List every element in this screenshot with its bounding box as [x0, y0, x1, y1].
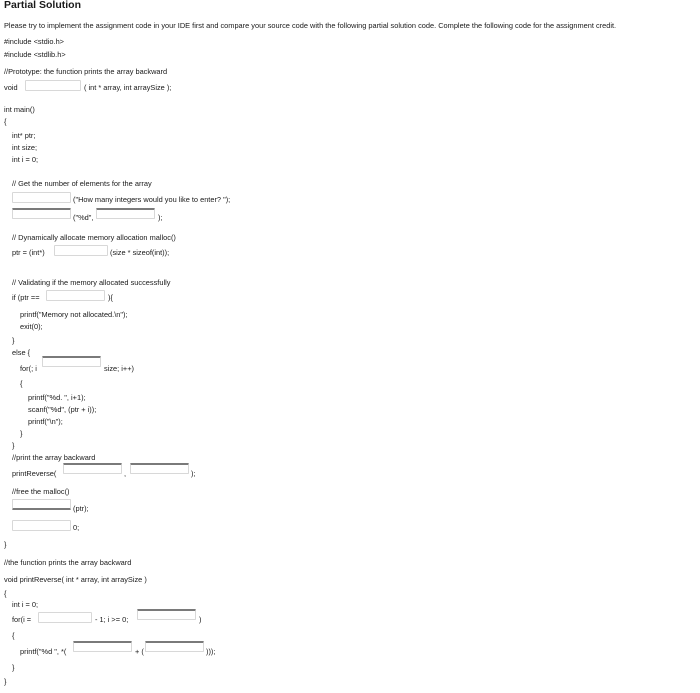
blank-malloc-function[interactable]	[54, 245, 108, 256]
code-main-open-brace: {	[4, 117, 7, 126]
code-line-include-stdio: #include <stdio.h>	[4, 37, 64, 46]
page-title: Partial Solution	[4, 0, 82, 11]
code-exit-call: exit(0);	[20, 322, 43, 331]
code-function-printf-start: printf("%d ", *(	[20, 647, 67, 656]
code-main-close-brace: }	[4, 540, 7, 549]
code-function-for-close-brace: }	[12, 663, 15, 672]
code-function-for-end: )	[199, 615, 202, 624]
blank-scanf-argument[interactable]	[96, 208, 155, 219]
blank-printf-function[interactable]	[12, 192, 71, 203]
blank-printf-index[interactable]	[145, 641, 204, 652]
blank-printf-array[interactable]	[73, 641, 132, 652]
instructions-text: Please try to implement the assignment code in your IDE first and compare your source code with the following partial solution code. Complete the following code for the assignment credit.	[4, 21, 617, 30]
code-function-int-i: int i = 0;	[12, 600, 39, 609]
code-else-open: else {	[12, 348, 31, 357]
code-comment-function: //the function prints the array backward	[4, 558, 132, 567]
code-printf-newline: printf("\n");	[28, 417, 63, 426]
code-decl-size: int size;	[12, 143, 38, 152]
code-main-signature: int main()	[4, 105, 35, 114]
code-function-open-brace: {	[4, 589, 7, 598]
code-line-include-stdlib: #include <stdlib.h>	[4, 50, 66, 59]
code-proto-void: void	[4, 83, 18, 92]
code-for-end: size; i++)	[104, 364, 134, 373]
blank-prototype-name[interactable]	[25, 80, 81, 91]
code-else-close-brace: }	[12, 441, 15, 450]
code-function-printf-end: )));	[206, 647, 216, 656]
code-print-reverse-end: );	[191, 469, 196, 478]
code-scanf-format: ("%d",	[73, 213, 94, 222]
code-proto-params: ( int * array, int arraySize );	[84, 83, 172, 92]
blank-scanf-function[interactable]	[12, 208, 71, 219]
code-if-ptr: if (ptr ==	[12, 293, 40, 302]
code-comma: ,	[124, 469, 127, 478]
blank-reverse-arg-size[interactable]	[130, 463, 189, 474]
code-printf-not-allocated: printf("Memory not allocated.\n");	[20, 310, 128, 319]
code-if-close-brace: }	[12, 336, 15, 345]
blank-loop-start-size[interactable]	[38, 612, 92, 623]
code-comment-prototype: //Prototype: the function prints the array backward	[4, 67, 168, 76]
blank-null-check[interactable]	[46, 290, 105, 301]
blank-loop-decrement[interactable]	[137, 609, 196, 620]
code-print-reverse-call: printReverse(	[12, 469, 57, 478]
code-malloc-args: (size * sizeof(int));	[110, 248, 170, 257]
blank-for-comparison[interactable]	[42, 356, 101, 367]
blank-return-keyword[interactable]	[12, 520, 71, 531]
blank-reverse-arg-array[interactable]	[63, 463, 122, 474]
code-for-open-brace: {	[20, 379, 23, 388]
code-free-args: (ptr);	[73, 504, 89, 513]
code-scanf-element: scanf("%d", (ptr + i));	[28, 405, 97, 414]
code-for-close-brace: }	[20, 429, 23, 438]
code-ptr-assign: ptr = (int*)	[12, 248, 45, 257]
code-decl-i: int i = 0;	[12, 155, 39, 164]
code-function-for-mid: - 1; i >= 0;	[95, 615, 129, 624]
code-for-start: for(; i	[20, 364, 37, 373]
code-prompt-text: ("How many integers would you like to enter? ");	[73, 195, 231, 204]
code-function-for-start: for(i =	[12, 615, 32, 624]
code-comment-alloc: // Dynamically allocate memory allocation malloc()	[12, 233, 176, 242]
code-function-close-brace: }	[4, 677, 7, 686]
code-comment-print-backward: //print the array backward	[12, 453, 96, 462]
code-comment-validate: // Validating if the memory allocated successfully	[12, 278, 171, 287]
code-printf-index: printf("%d. ", i+1);	[28, 393, 86, 402]
code-if-end: ){	[108, 293, 113, 302]
code-function-signature: void printReverse( int * array, int arraySize )	[4, 575, 147, 584]
code-scanf-end: );	[158, 213, 163, 222]
code-return-zero: 0;	[73, 523, 80, 532]
code-decl-ptr: int* ptr;	[12, 131, 36, 140]
code-comment-get-number: // Get the number of elements for the array	[12, 179, 152, 188]
code-function-printf-mid: + (	[135, 647, 144, 656]
code-comment-free: //free the malloc()	[12, 487, 70, 496]
blank-free-function[interactable]	[12, 499, 71, 510]
code-function-for-open-brace: {	[12, 631, 15, 640]
